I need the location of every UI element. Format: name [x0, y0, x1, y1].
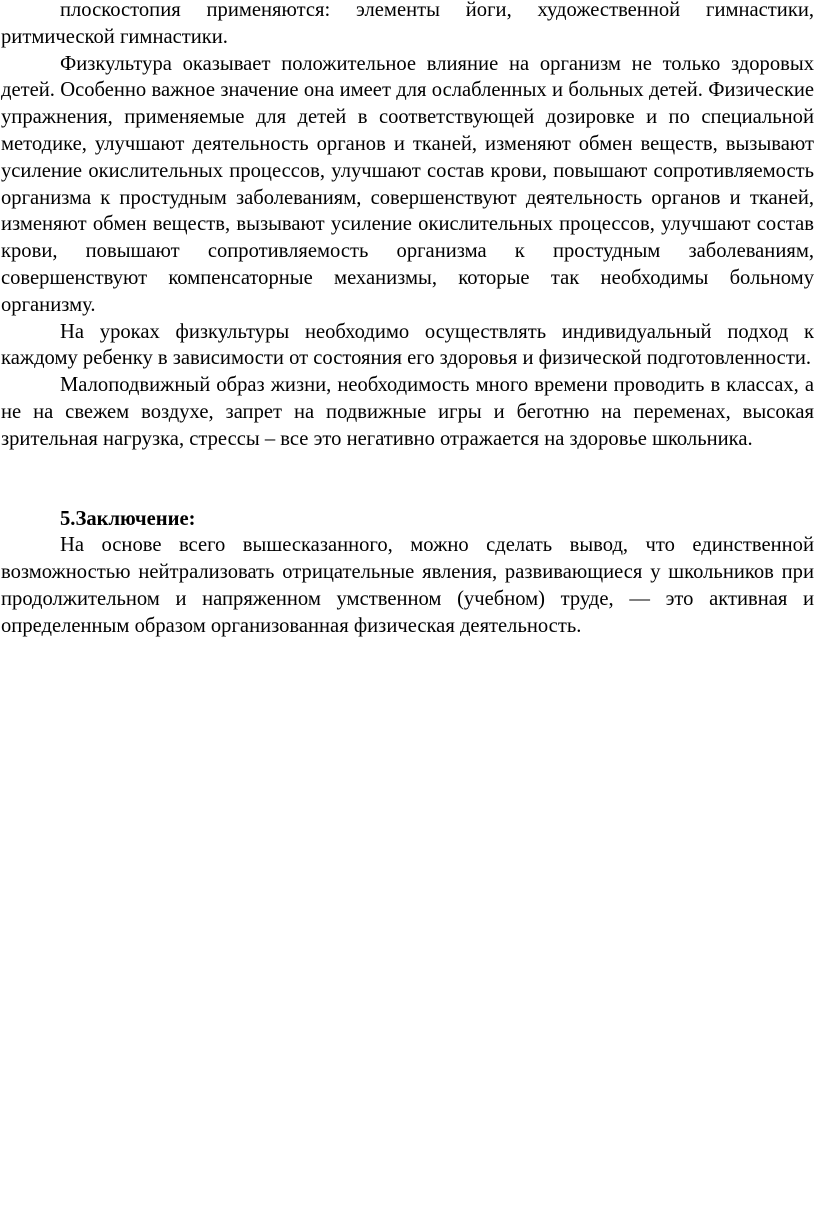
paragraph-physical-culture-influence: Физкультура оказывает положительное влияние на организм не только здоровых детей. Особенно важное значение она имеет для ослабленных и больных детей. Физические упражнения, применяемые для детей в соответствующей дозировке и по специальной методике, улучшают деятельность органов и тканей, изменяют обмен веществ, вызывают усиление окислительных процессов, улучшают состав крови, повышают сопротивляемость организма к простудным заболеваниям, совершенствуют деятельность органов и тканей, изменяют обмен веществ, вызывают усиление окислительных процессов, улучшают состав крови, повышают сопротивляемость организма к простудным заболеваниям, совершенствуют компенсаторные механизмы, которые так необходимы больному организму. — [1, 52, 814, 316]
document-body — [1, 0, 814, 640]
paragraph-flatfoot-exercises: плоскостопия применяются: элементы йоги, художественной гимнастики, ритмической гимнастики. — [1, 0, 814, 48]
paragraph-individual-approach: На уроках физкультуры необходимо осуществлять индивидуальный подход к каждому ребенку в зависимости от состояния его здоровья и физической подготовленности. — [1, 320, 814, 370]
section-gap — [1, 453, 814, 506]
section-heading-conclusion: 5.Заключение: — [60, 507, 196, 530]
paragraph-sedentary-lifestyle: Малоподвижный образ жизни, необходимость много времени проводить в классах, а не на свежем воздухе, запрет на подвижные игры и беготню на переменах, высокая зрительная нагрузка, стрессы – все это негативно отражается на здоровье школьника. — [1, 374, 814, 450]
paragraph-conclusion: На основе всего вышесказанного, можно сделать вывод, что единственной возможностью нейтрализовать отрицательные явления, развивающиеся у школьников при продолжительном и напряженном умственном (учебном) труде, — это активная и определенным образом организованная физическая деятельность. — [1, 534, 814, 637]
